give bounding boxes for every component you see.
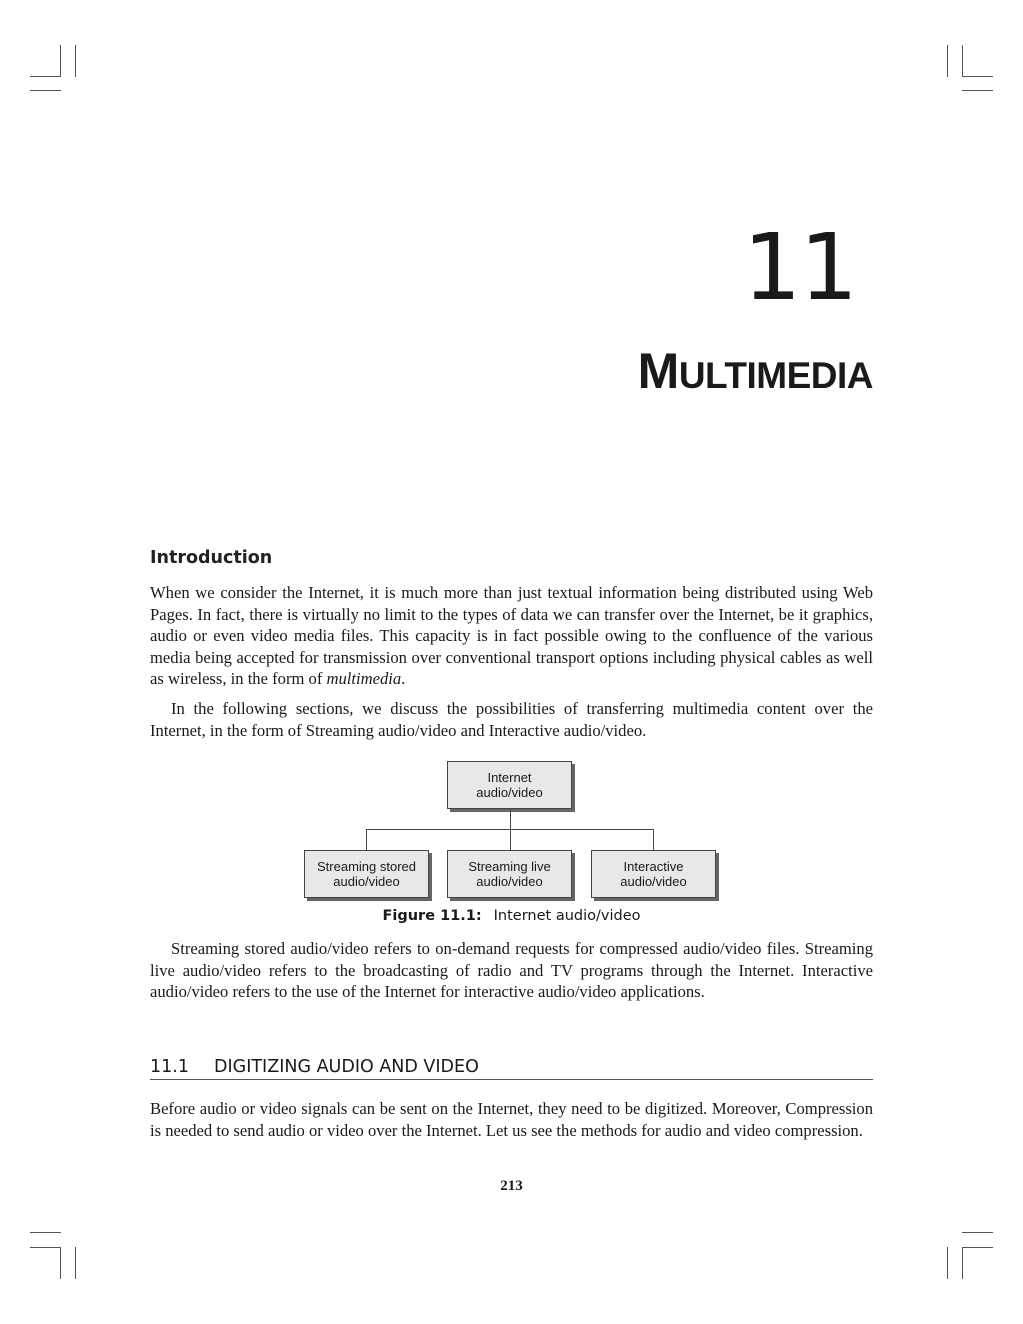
- section-title: DIGITIZING AUDIO AND VIDEO: [214, 1057, 479, 1077]
- intro-paragraph-1-end: .: [401, 669, 406, 689]
- diagram-root-line1: Internet: [487, 770, 532, 785]
- intro-paragraph-2: In the following sections, we discuss the possibilities of transferring multimedia content over the Internet, in the form of Streaming audio/video and Interactive audio/video.: [150, 699, 873, 740]
- intro-paragraph-1-emphasis: multimedia: [326, 669, 402, 689]
- diagram-child-line1: Interactive: [623, 859, 684, 874]
- connector-left: [366, 829, 367, 850]
- section-number: 11.1: [150, 1057, 189, 1077]
- diagram-child-box: [304, 850, 429, 898]
- figure-caption-label: Figure 11.1:: [382, 908, 482, 924]
- connector-right: [653, 829, 654, 850]
- chapter-title-initial: M: [637, 343, 679, 399]
- introduction-heading: Introduction: [150, 548, 273, 568]
- figure-caption: [0, 908, 1023, 924]
- diagram-child-line2: audio/video: [476, 874, 543, 889]
- figure-caption-text: Internet audio/video: [493, 908, 641, 924]
- diagram-child-line2: audio/video: [620, 874, 687, 889]
- intro-paragraph-1: [150, 582, 873, 690]
- diagram-child-box: [447, 850, 572, 898]
- diagram-child-line1: Streaming stored: [317, 859, 416, 874]
- chapter-title-rest: ULTIMEDIA: [678, 355, 873, 396]
- chapter-number: 11: [742, 214, 856, 321]
- chapter-title: [637, 343, 873, 399]
- intro-paragraph-1-text: When we consider the Internet, it is much more than just textual information being distributed using Web Pages. In fact, there is virtually no limit to the types of data we can transfer over the Internet, be it graphics, audio or even video media files. This capacity is in fact possible owing to the confluence of the various media being accepted for transmission over conventional transport options including physical cables as well as wireless, in the form of: [150, 583, 873, 689]
- diagram-child-box: [591, 850, 716, 898]
- diagram-root-box: [447, 761, 572, 809]
- section-paragraph: Before audio or video signals can be sent on the Internet, they need to be digitized. Moreover, Compression is needed to send audio or video over the Internet. Let us see the methods for audio and video compression.: [150, 1099, 873, 1140]
- section-heading: [150, 1057, 873, 1080]
- diagram-root-line2: audio/video: [476, 785, 543, 800]
- page-number: 213: [500, 1178, 523, 1194]
- diagram-child-line1: Streaming live: [468, 859, 551, 874]
- body-paragraph: Streaming stored audio/video refers to on-demand requests for compressed audio/video files. Streaming live audio/video refers to the broadcasting of radio and TV programs through the Internet. Interactive audio/video refers to the use of the Internet for interactive audio/video applications.: [150, 939, 873, 1002]
- connector-horizontal: [366, 829, 654, 830]
- diagram-child-line2: audio/video: [333, 874, 400, 889]
